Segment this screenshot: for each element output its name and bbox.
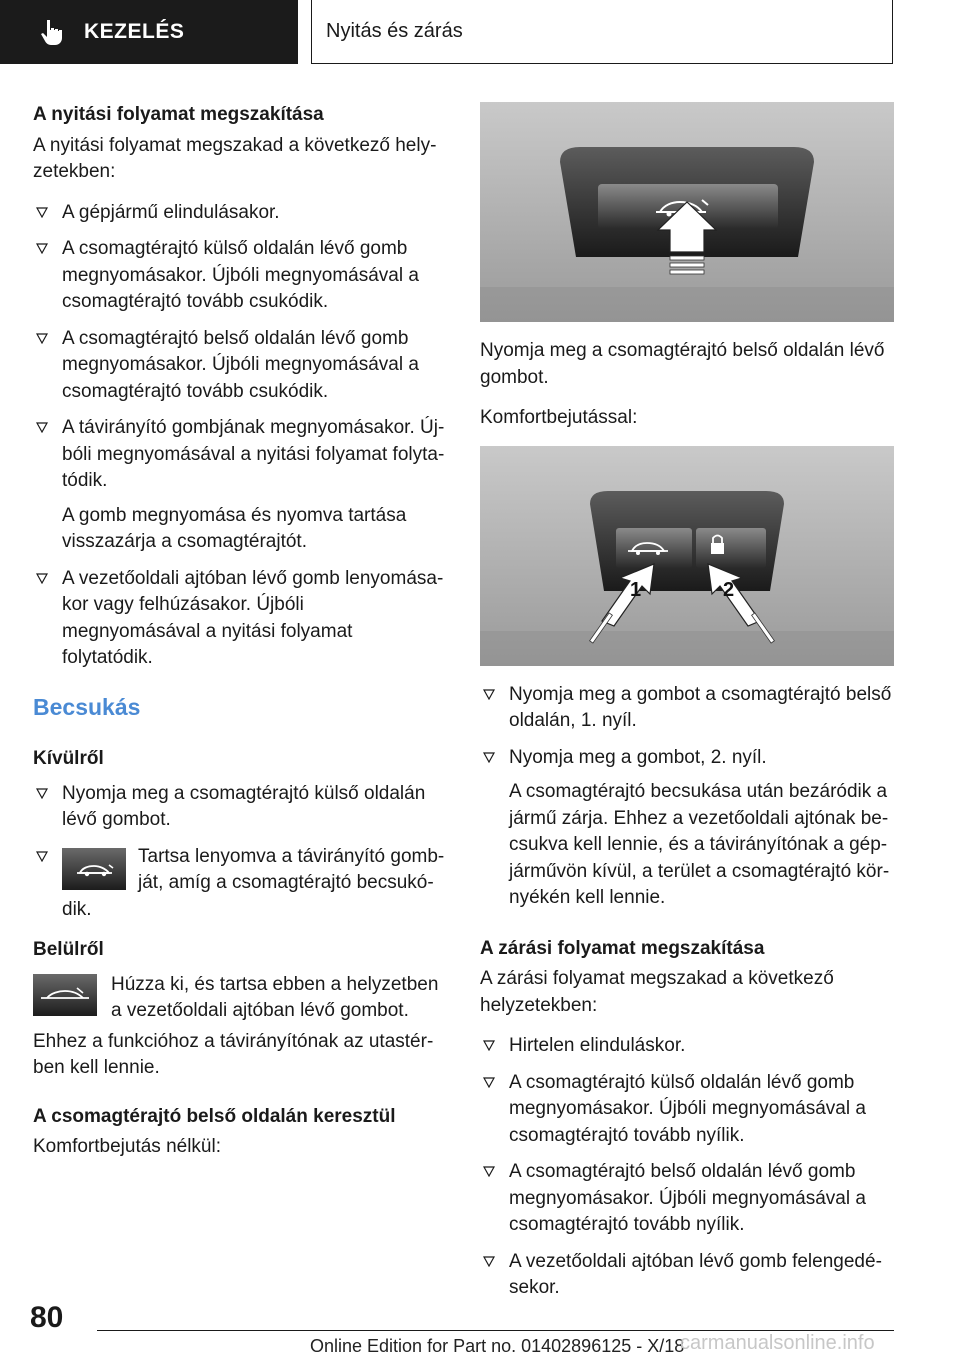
hand-pointer-icon — [38, 18, 64, 46]
bullet-triangle-icon — [483, 752, 495, 763]
no-comfort-text: Komfortbejutás nélkül: — [33, 1136, 221, 1157]
heading-inside: Belülről — [33, 939, 104, 960]
list-item — [33, 415, 445, 495]
heading-close-interrupt: A zárási folyamat megszakítása — [480, 937, 765, 959]
section-tab — [0, 0, 298, 64]
bullet-triangle-icon — [483, 1256, 495, 1267]
inside-text: Húzza ki, és tartsa ebben a helyzetben a vezetőoldali ajtóban lévő gombot. — [111, 973, 439, 1021]
list-item — [33, 844, 445, 924]
caption-1: Nyomja meg a csomagtérajtó belső oldalán lévő gombot. — [480, 340, 885, 388]
heading-close: Becsukás — [33, 693, 141, 720]
bullet-triangle-icon — [483, 689, 495, 700]
list-item-subtext: A csomagtérajtó becsukása után bezáródik a jármű zárja. Ehhez a vezetőoldali ajtónak becsukva kell lennie, és a távirányítónak a gépjárművön kívül, a terület a csomagtérajtó környékén kell lennie. — [509, 781, 890, 908]
heading-outside: Kívülről — [33, 748, 104, 769]
page-number: 80 — [30, 1301, 64, 1334]
arrow-label-1: 1 — [630, 578, 642, 601]
bullet-triangle-icon — [36, 207, 48, 218]
bullet-triangle-icon — [483, 1166, 495, 1177]
bullet-triangle-icon — [36, 333, 48, 344]
list-item — [480, 1070, 894, 1150]
list-item — [33, 781, 445, 834]
list-item-text: Nyomja meg a csomagtérajtó külső oldalán lévő gombot. — [62, 782, 426, 830]
list-item — [480, 1249, 894, 1302]
inside-instruction — [33, 972, 445, 1025]
bullet-triangle-icon — [36, 243, 48, 254]
bullet-triangle-icon — [36, 851, 48, 862]
list-item — [33, 326, 445, 406]
arrow-label-2: 2 — [723, 578, 735, 601]
list-item — [480, 745, 894, 772]
chapter-header — [311, 0, 893, 64]
paragraph-close-interrupt: A zárási folyamat megszakad a következő helyzetekben: — [480, 968, 834, 1016]
list-item-text: A csomagtérajtó belső oldalán lévő gomb megnyomásakor. Újbóli megnyomásával a csomagtérajtó tovább nyílik. — [509, 1161, 866, 1235]
list-item-text: A csomagtérajtó külső oldalán lévő gomb megnyomásakor. Újbóli megnyomásával a csomagtérajtó tovább nyílik. — [509, 1071, 866, 1146]
inside-note: Ehhez a funkcióhoz a távirányítónak az utastérben kell lennie. — [33, 1030, 434, 1078]
bullet-triangle-icon — [36, 422, 48, 433]
trunk-button-icon — [62, 848, 126, 890]
comfort-label: Komfortbejutással: — [480, 407, 638, 428]
bullet-triangle-icon — [483, 1040, 495, 1051]
list-item — [480, 682, 894, 735]
list-item-text: A vezetőoldali ajtóban lévő gomb felengedésekor. — [509, 1250, 882, 1298]
list-item — [33, 236, 445, 316]
list-item — [33, 200, 445, 227]
heading-inner-button: A csomagtérajtó belső oldalán keresztül — [33, 1105, 396, 1127]
list-item-text: A vezetőoldali ajtóban lévő gomb lenyomásakor vagy felhúzásakor. Újbóli megnyomásával a nyitási folyamat folytatódik. — [62, 567, 444, 668]
right-column — [480, 102, 894, 1312]
list-item-text: Nyomja meg a gombot a csomagtérajtó belső oldalán, 1. nyíl. — [509, 683, 892, 731]
watermark: carmanualsonline.info — [680, 1332, 875, 1354]
bullet-triangle-icon — [36, 573, 48, 584]
list-item-text: Tartsa lenyomva a távirányító gombját, amíg a csomagtérajtó becsukódik. — [62, 845, 445, 920]
bullet-triangle-icon — [36, 788, 48, 799]
list-item-subtext: A gomb megnyomása és nyomva tartása visszazárja a csomagtérajtót. — [62, 504, 407, 552]
chapter-title: Nyitás és zárás — [326, 20, 463, 42]
list-item-text: Nyomja meg a gombot, 2. nyíl. — [509, 746, 767, 768]
list-item — [480, 1033, 894, 1060]
list-item-text: A gépjármű elindulásakor. — [62, 201, 280, 223]
section-title: KEZELÉS — [84, 20, 185, 43]
list-item — [480, 1159, 894, 1239]
paragraph-open-interrupt: A nyitási folyamat megszakad a következő helyzetekben: — [33, 134, 437, 182]
list-item — [33, 566, 445, 672]
bullet-triangle-icon — [483, 1077, 495, 1088]
edition-text: Online Edition for Part no. 01402896125 - X/18 — [310, 1336, 685, 1356]
footer-divider — [97, 1330, 894, 1331]
list-item-text: A csomagtérajtó belső oldalán lévő gomb megnyomásakor. Újbóli megnyomásával a csomagtérajtó tovább csukódik. — [62, 327, 419, 402]
list-item-text: A csomagtérajtó külső oldalán lévő gomb megnyomásakor. Újbóli megnyomásával a csomagtérajtó tovább csukódik. — [62, 238, 419, 312]
tailgate-switch-icon — [33, 974, 97, 1016]
left-column — [33, 102, 445, 1175]
trunk-buttons-photo — [480, 446, 894, 666]
heading-open-interrupt: A nyitási folyamat megszakítása — [33, 104, 324, 125]
list-item-text: Hirtelen elinduláskor. — [509, 1035, 686, 1056]
trunk-button-photo — [480, 102, 894, 322]
list-item-text: A távirányító gombjának megnyomásakor. Újbóli megnyomásával a nyitási folyamat folytatódik. — [62, 417, 445, 491]
